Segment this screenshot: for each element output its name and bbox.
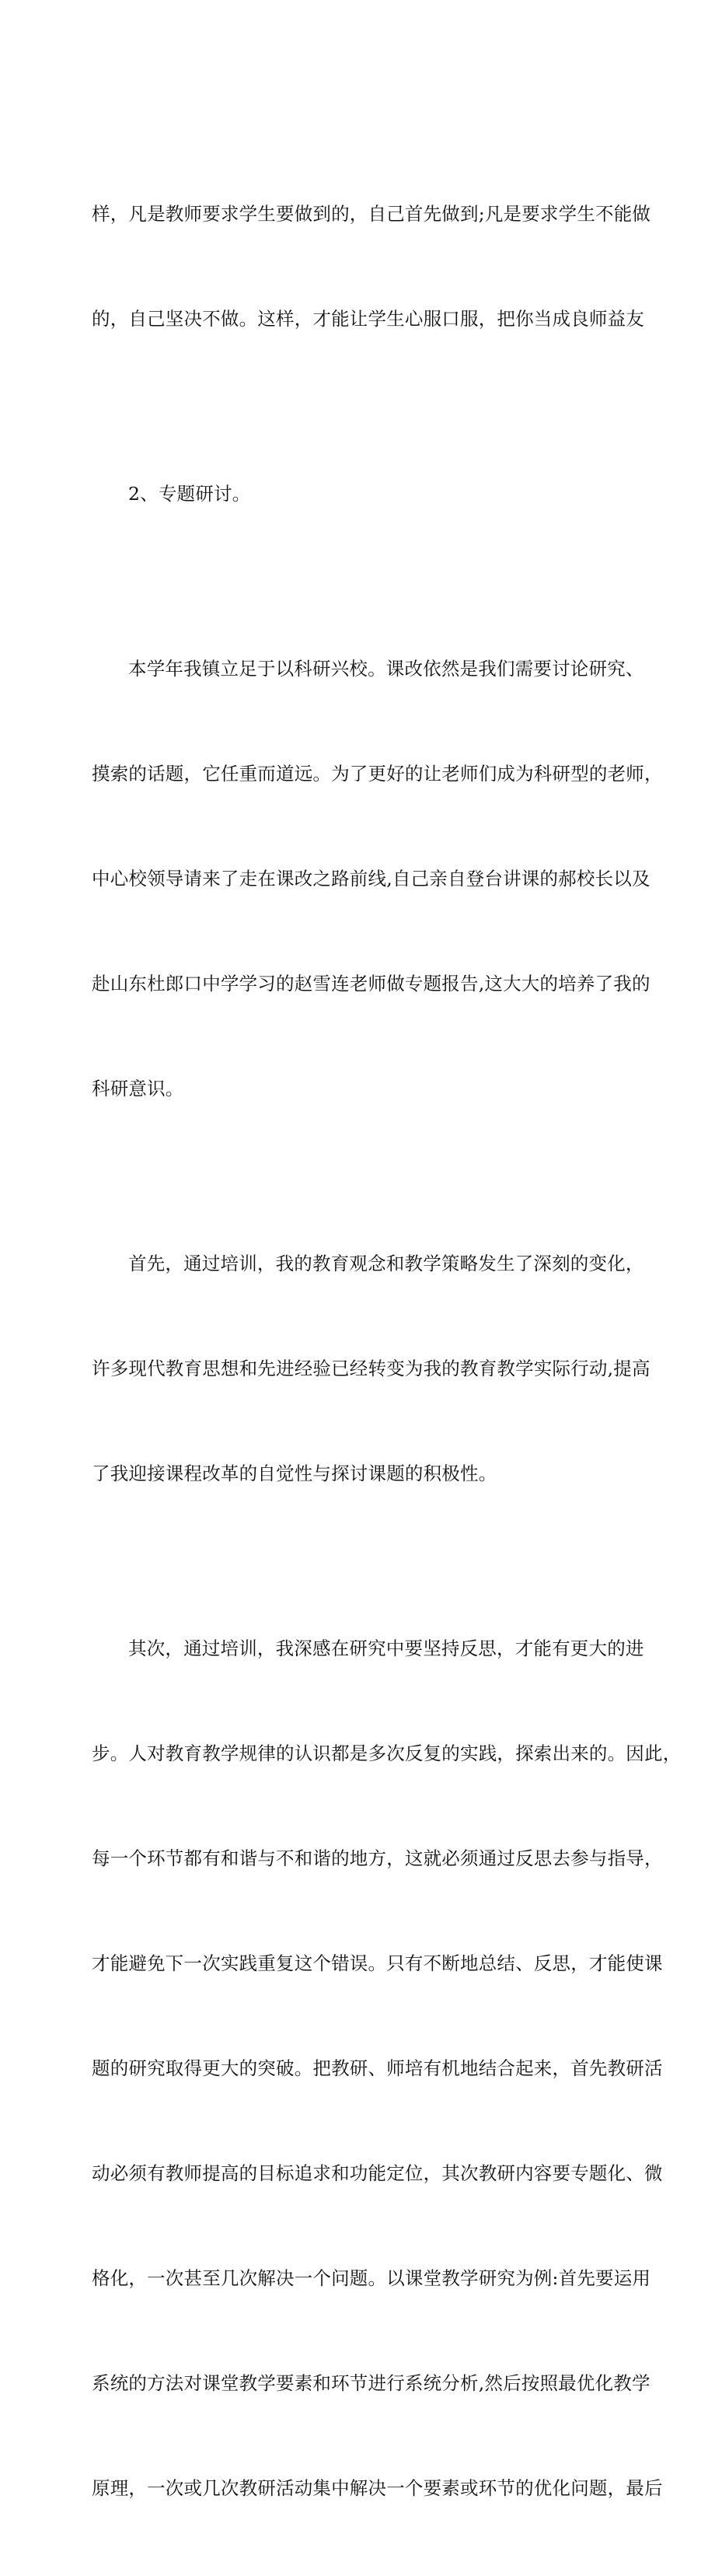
- text-line: 动必须有教师提高的目标追求和功能定位，其次教研内容要专题化、微: [92, 2162, 663, 2184]
- text-line: 赴山东杜郎口中学学习的赵雪连老师做专题报告,这大大的培养了我的: [92, 973, 650, 994]
- text-line: 许多现代教育思想和先进经验已经转变为我的教育教学实际行动,提高: [92, 1358, 650, 1379]
- paragraph-first: [92, 1176, 650, 1561]
- text-line: 的，自己坚决不做。这样，才能让学生心服口服，把你当成良师益友: [92, 308, 644, 330]
- section-heading: 2、专题研讨。: [128, 483, 251, 505]
- text-line: 其次，通过培训，我深感在研究中要坚持反思，才能有更大的进: [128, 1638, 644, 1659]
- paragraph-continuation: [92, 127, 651, 407]
- text-line: 样，凡是教师要求学生要做到的，自己首先做到;凡是要求学生不能做: [92, 203, 651, 225]
- text-line: 了我迎接课程改革的自觉性与探讨课题的积极性。: [92, 1463, 497, 1484]
- text-line: 摸索的话题，它任重而道远。为了更好的让老师们成为科研型的老师，: [92, 763, 663, 785]
- text-line: 中心校领导请来了走在课改之路前线,自己亲自登台讲课的郝校长以及: [92, 868, 650, 890]
- text-line: 步。人对教育教学规律的认识都是多次反复的实践，探索出来的。因此，: [92, 1742, 682, 1764]
- text-line: 每一个环节都有和谐与不和谐的地方，这就必须通过反思去参与指导，: [92, 1847, 663, 1869]
- text-line: 首先，通过培训，我的教育观念和教学策略发生了深刻的变化，: [128, 1253, 644, 1274]
- document-body: [92, 127, 682, 2576]
- text-line: 题的研究取得更大的突破。把教研、师培有机地结合起来，首先教研活: [92, 2057, 663, 2079]
- text-line: 科研意识。: [92, 1078, 184, 1099]
- text-line: 原理，一次或几次教研活动集中解决一个要素或环节的优化问题，最后: [92, 2477, 663, 2499]
- text-line: 本学年我镇立足于以科研兴校。课改依然是我们需要讨论研究、: [128, 658, 644, 680]
- paragraph-research: [92, 582, 663, 1176]
- text-line: 系统的方法对课堂教学要素和环节进行系统分析,然后按照最优化教学: [92, 2372, 650, 2394]
- text-line: 格化，一次甚至几次解决一个问题。以课堂教学研究为例:首先要运用: [92, 2267, 651, 2289]
- text-line: 才能避免下一次实践重复这个错误。只有不断地总结、反思，才能使课: [92, 1952, 663, 1974]
- paragraph-second: [92, 1561, 682, 2576]
- paragraph-heading-special-topic: [92, 407, 644, 582]
